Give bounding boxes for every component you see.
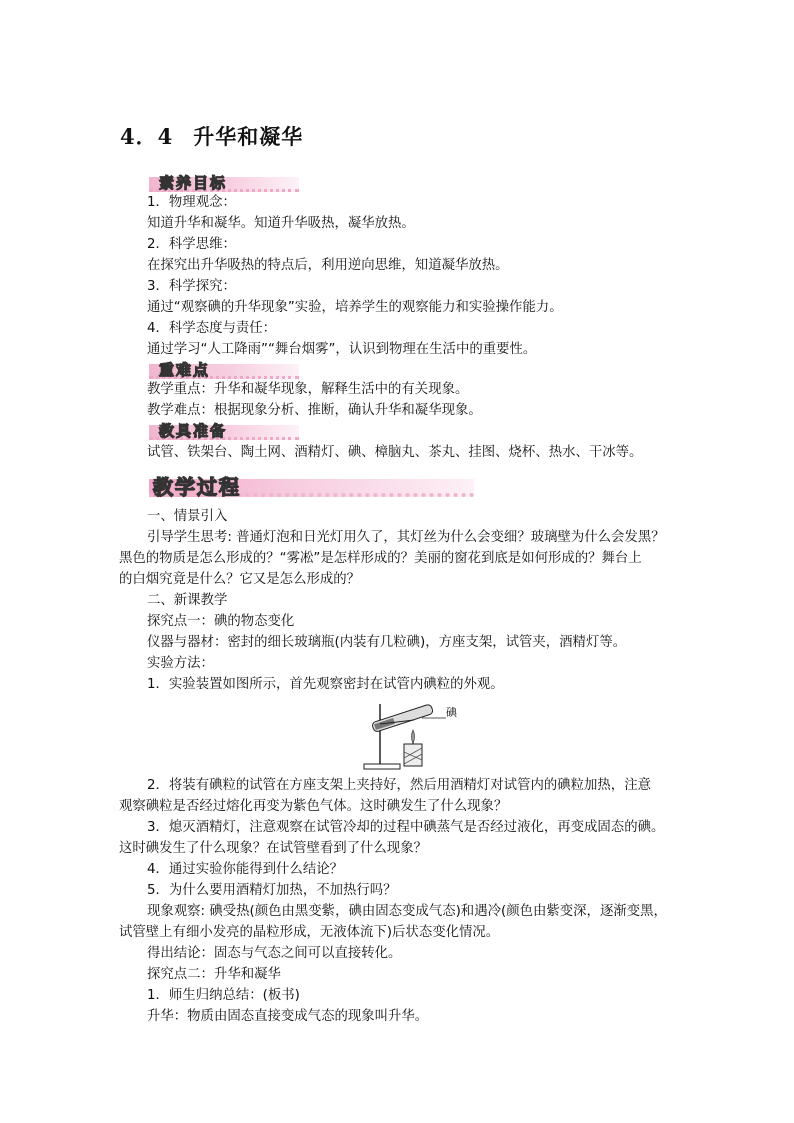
body-line: 2．将装有碘粒的试管在方座支架上夹持好，然后用酒精灯对试管内的碘粒加热，注意 xyxy=(147,778,651,793)
materials-header-text: 教具准备 xyxy=(159,422,228,440)
body-line: 引导学生思考: 普通灯泡和日光灯用久了，其灯丝为什么会变细？玻璃壁为什么会发黑？ xyxy=(147,530,665,545)
page-title xyxy=(120,121,303,151)
section-number: 4．4 xyxy=(120,124,174,149)
body-line: 一、情景引入 xyxy=(147,509,228,524)
goal-line: 3．科学探究： xyxy=(147,279,236,294)
goal-line: 知道升华和凝华。知道升华吸热，凝华放热。 xyxy=(147,216,415,231)
materials-line: 试管、铁架台、陶土网、酒精灯、碘、樟脑丸、茶丸、挂图、烧杯、热水、干冰等。 xyxy=(147,445,643,460)
body-line: 观察碘粒是否经过熔化再变为紫色气体。这时碘发生了什么现象？ xyxy=(119,799,508,814)
body-line: 3．熄灭酒精灯，注意观察在试管冷却的过程中碘蒸气是否经过液化，再变成固态的碘。 xyxy=(147,820,665,835)
goals-header-text: 素养目标 xyxy=(159,174,228,192)
body-line: 1．实验装置如图所示，首先观察密封在试管内碘粒的外观。 xyxy=(147,677,504,692)
body-line: 得出结论：固态与气态之间可以直接转化。 xyxy=(147,946,402,961)
body-line: 探究点二：升华和凝华 xyxy=(147,967,281,982)
body-line: 5．为什么要用酒精灯加热，不加热行吗？ xyxy=(147,883,397,898)
body-line: 黑色的物质是怎么形成的？“雾凇”是怎样形成的？美丽的窗花到底是如何形成的？舞台上 xyxy=(119,551,642,566)
section-title: 升华和凝华 xyxy=(193,124,304,149)
body-line: 试管壁上有细小发亮的晶粒形成，无液体流下)后状态变化情况。 xyxy=(119,925,500,940)
goal-line: 通过学习“人工降雨”“舞台烟雾”，认识到物理在生活中的重要性。 xyxy=(147,342,537,357)
body-line: 1．师生归纳总结：(板书) xyxy=(147,988,300,1003)
goal-line: 2．科学思维： xyxy=(147,237,236,252)
body-line: 这时碘发生了什么现象？在试管壁看到了什么现象？ xyxy=(119,841,427,856)
key-point-line: 教学难点：根据现象分析、推断，确认升华和凝华现象。 xyxy=(147,403,482,418)
process-header-text: 教学过程 xyxy=(153,475,241,499)
body-line: 实验方法： xyxy=(147,656,214,671)
body-line: 的白烟究竟是什么？它又是怎么形成的？ xyxy=(119,572,361,587)
body-line: 4．通过实验你能得到什么结论？ xyxy=(147,862,343,877)
goal-line: 4．科学态度与责任： xyxy=(147,321,277,336)
key-points-header-text: 重难点 xyxy=(159,361,211,379)
key-point-line: 教学重点：升华和凝华现象，解释生活中的有关现象。 xyxy=(147,382,469,397)
body-line: 二、新课教学 xyxy=(147,593,228,608)
body-line: 探究点一：碘的物态变化 xyxy=(147,614,295,629)
goal-line: 在探究出升华吸热的特点后，利用逆向思维，知道凝华放热。 xyxy=(147,258,509,273)
body-line: 仪器与器材：密封的细长玻璃瓶(内装有几粒碘)，方座支架，试管夹，酒精灯等。 xyxy=(147,635,627,650)
goal-line: 1．物理观念： xyxy=(147,195,236,210)
goal-line: 通过“观察碘的升华现象”实验，培养学生的观察能力和实验操作能力。 xyxy=(147,300,563,315)
iodine-label: 碘 xyxy=(446,706,457,719)
iodine-apparatus-illustration xyxy=(360,700,450,772)
body-line: 现象观察: 碘受热(颜色由黑变紫，碘由固态变成气态)和遇冷(颜色由紫变深，逐渐变黑， xyxy=(147,904,667,919)
body-line: 升华：物质由固态直接变成气态的现象叫升华。 xyxy=(147,1009,429,1024)
apparatus-figure xyxy=(360,700,460,772)
